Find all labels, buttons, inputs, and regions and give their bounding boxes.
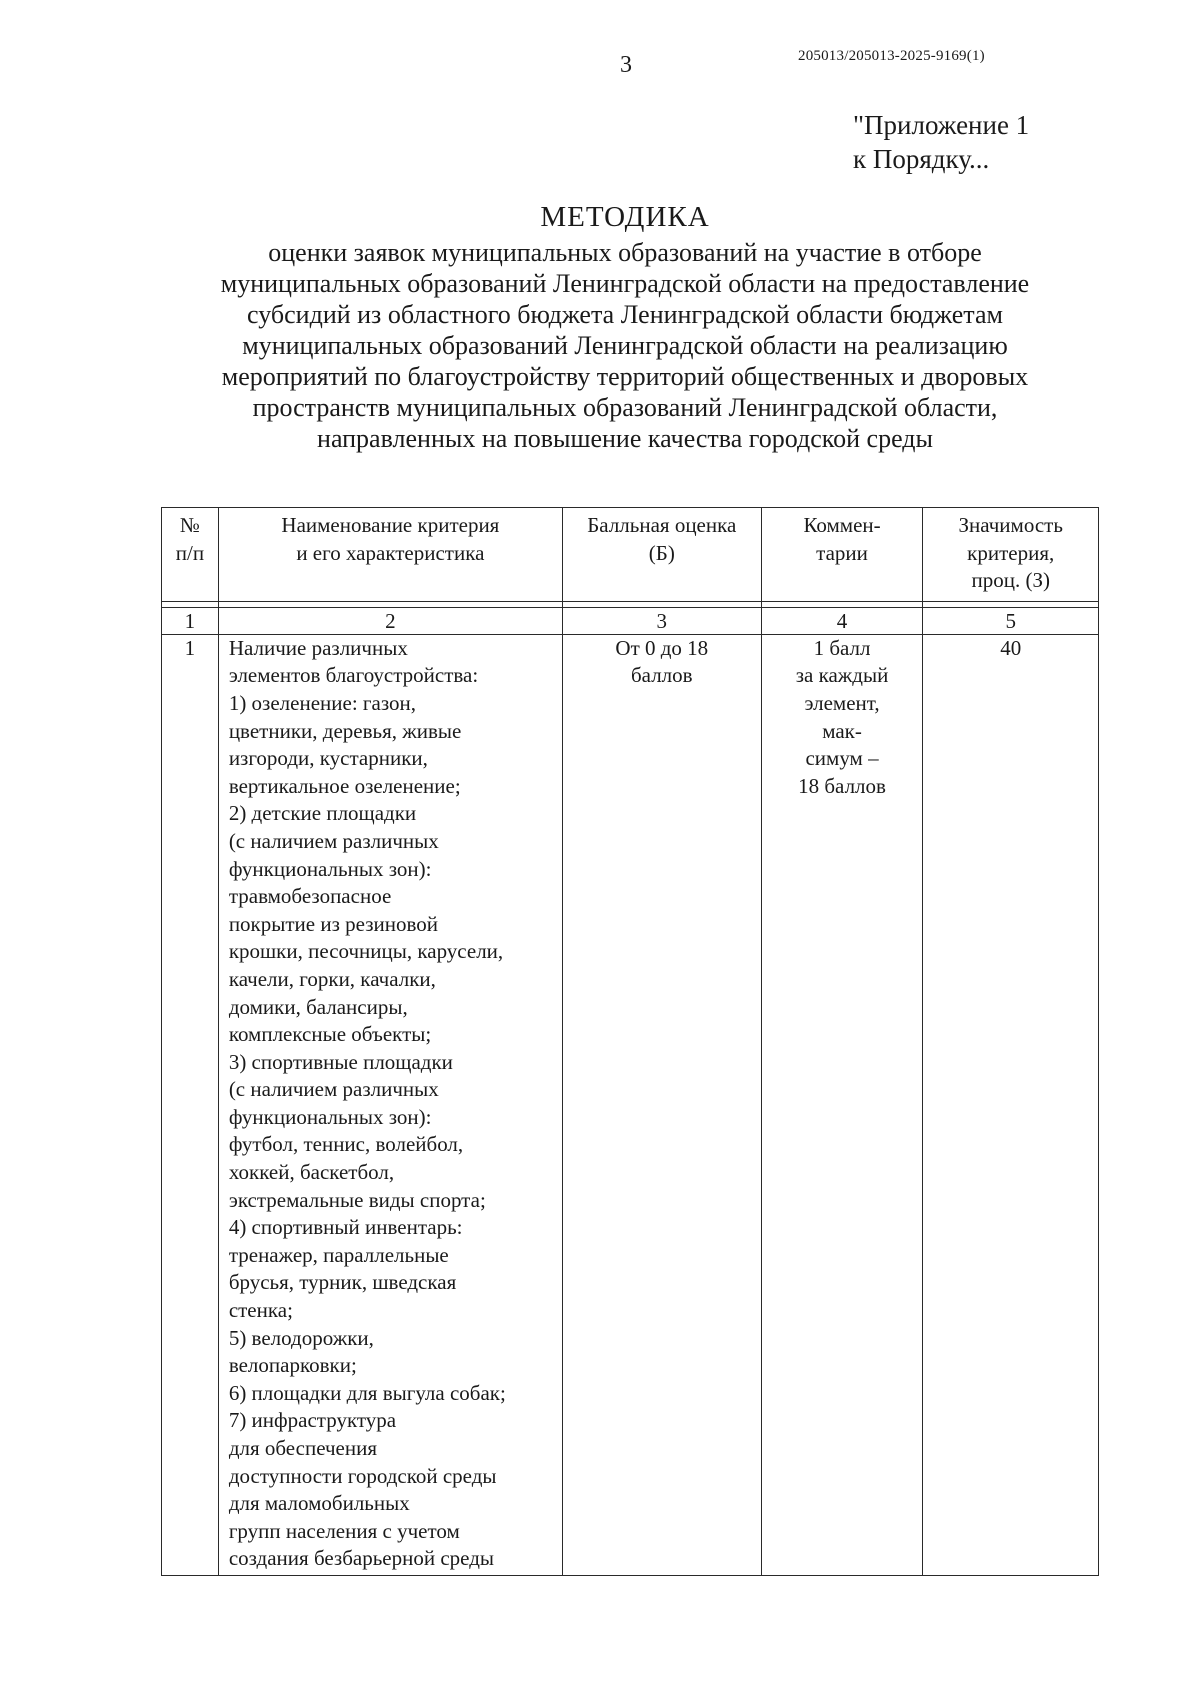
criterion-line: доступности городской среды [228, 1463, 497, 1488]
criterion-line: крошки, песочницы, карусели, [228, 939, 504, 964]
criterion-line: функциональных зон): [228, 856, 432, 881]
criterion-line: футбол, теннис, волейбол, [228, 1132, 464, 1157]
criterion-line: 5) велодорожки, [228, 1325, 374, 1350]
subtitle-line: мероприятий по благоустройству территорий общественных и дворовых [221, 362, 1029, 391]
header-text: (Б) [648, 540, 675, 565]
document-title: МЕТОДИКА [540, 201, 710, 233]
subtitle-line: пространств муниципальных образований Ленинградской области, [252, 393, 998, 422]
criterion-line: вертикальное озеленение; [228, 773, 461, 798]
header-text: Балльная оценка [587, 513, 737, 537]
row-number: 1 [162, 634, 219, 1575]
header-text: Наименование критерия [281, 513, 500, 537]
criterion-line: тренажер, параллельные [228, 1242, 449, 1267]
comment-line: мак- [822, 718, 862, 743]
column-number-row [162, 607, 1099, 634]
header-text: критерия, [967, 540, 1055, 565]
comment-line: симум – [805, 746, 879, 771]
header-text: № [179, 513, 200, 537]
score-line: От 0 до 18 [615, 635, 709, 660]
criterion-line: покрытие из резиновой [228, 911, 438, 936]
header-score [562, 508, 761, 602]
criterion-line: стенка; [228, 1298, 293, 1323]
header-weight [923, 508, 1099, 602]
subtitle-line: оценки заявок муниципальных образований на участие в отборе [268, 238, 982, 267]
criterion-line: Наличие различных [228, 635, 408, 660]
page-number: 3 [620, 52, 632, 78]
criterion-line: для маломобильных [228, 1491, 410, 1516]
header-text: Значимость [958, 513, 1063, 537]
criterion-line: экстремальные виды спорта; [228, 1187, 486, 1212]
criterion-line: функциональных зон): [228, 1104, 432, 1129]
header-text: тарии [816, 540, 868, 565]
score-cell [562, 634, 761, 1575]
criterion-line: 4) спортивный инвентарь: [228, 1215, 463, 1240]
criterion-line: брусья, турник, шведская [228, 1270, 457, 1295]
criterion-line: 2) детские площадки [228, 801, 417, 826]
table-row [162, 634, 1099, 1575]
criterion-line: 7) инфраструктура [228, 1408, 397, 1433]
criterion-line: 6) площадки для выгула собак; [228, 1380, 506, 1405]
subtitle-line: муниципальных образований Ленинградской области на реализацию [242, 331, 1008, 360]
header-comments [761, 508, 923, 602]
criterion-line: цветники, деревья, живые [228, 718, 462, 743]
header-criterion [218, 508, 562, 602]
criterion-line: создания безбарьерной среды [228, 1546, 495, 1571]
column-number: 5 [923, 607, 1099, 634]
criterion-line: хоккей, баскетбол, [228, 1160, 395, 1185]
comment-line: за каждый [795, 663, 889, 688]
document-title-block [140, 200, 1110, 454]
appendix-line: "Приложение 1 [853, 110, 1030, 140]
header-text: и его характеристика [296, 540, 485, 565]
column-number: 4 [761, 607, 923, 634]
document-subtitle [140, 237, 1110, 454]
criterion-line: групп населения с учетом [228, 1518, 460, 1543]
appendix-line: к Порядку... [853, 144, 990, 174]
header-number [162, 508, 219, 602]
subtitle-line: субсидий из областного бюджета Ленинградской области бюджетам [247, 300, 1003, 329]
comment-line: элемент, [804, 690, 880, 715]
column-number: 3 [562, 607, 761, 634]
criterion-line: велопарковки; [228, 1353, 357, 1378]
criterion-line: травмобезопасное [228, 884, 392, 909]
header-text: проц. (З) [971, 568, 1050, 593]
criterion-description [218, 634, 562, 1575]
header-text: п/п [175, 540, 205, 565]
weight-cell: 40 [923, 634, 1099, 1575]
criterion-line: (с наличием различных [228, 1077, 439, 1102]
criterion-line: 1) озеленение: газон, [228, 690, 417, 715]
document-id: 205013/205013-2025-9169(1) [798, 48, 985, 64]
criterion-line: 3) спортивные площадки [228, 1049, 453, 1074]
criterion-line: (с наличием различных [228, 828, 439, 853]
criterion-line: домики, балансиры, [228, 994, 408, 1019]
criterion-line: качели, горки, качалки, [228, 966, 436, 991]
criteria-table [161, 507, 1099, 1576]
criterion-line: комплексные объекты; [228, 1022, 432, 1047]
comment-cell [761, 634, 923, 1575]
appendix-reference [853, 108, 1029, 176]
column-number: 1 [162, 607, 219, 634]
criterion-line: изгороди, кустарники, [228, 746, 428, 771]
table-header-row [162, 508, 1099, 602]
subtitle-line: муниципальных образований Ленинградской области на предоставление [220, 269, 1030, 298]
comment-line: 18 баллов [798, 773, 886, 798]
comment-line: 1 балл [813, 635, 871, 660]
subtitle-line: направленных на повышение качества городской среды [317, 424, 933, 453]
criterion-line: для обеспечения [228, 1436, 378, 1460]
score-line: баллов [631, 663, 693, 688]
column-number: 2 [218, 607, 562, 634]
header-text: Коммен- [803, 513, 881, 537]
criterion-line: элементов благоустройства: [228, 663, 479, 688]
